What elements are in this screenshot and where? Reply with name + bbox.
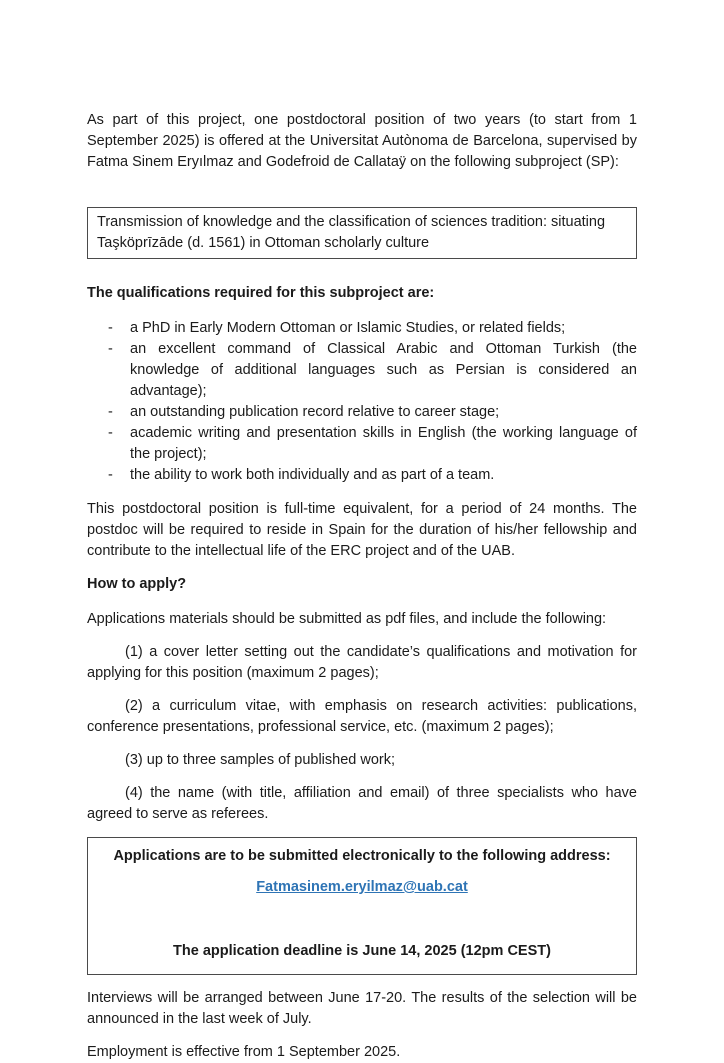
list-item — [87, 465, 637, 486]
list-item — [87, 402, 637, 423]
material-item-2: (2) a curriculum vitae, with emphasis on research activities: publications, conference presentations, professional service, etc. (maximum 2 pages); — [87, 698, 637, 735]
qualification-text: an outstanding publication record relative to career stage; — [130, 404, 500, 420]
list-item — [87, 318, 637, 339]
subproject-title-box — [87, 207, 637, 259]
bullet-dash-marker: - — [108, 467, 113, 483]
qualifications-list — [87, 318, 637, 486]
how-to-apply-heading: How to apply? — [87, 576, 187, 592]
application-email-link[interactable]: Fatmasinem.eryilmaz@uab.cat — [256, 879, 468, 895]
bullet-dash-marker: - — [108, 341, 113, 357]
submission-info-box — [87, 837, 637, 975]
qualification-text: the ability to work both individually and as part of a team. — [130, 467, 495, 483]
qualification-text: an excellent command of Classical Arabic and Ottoman Turkish (the knowledge of additional languages such as Persian is considered an advantage); — [130, 341, 637, 399]
position-details-paragraph: This postdoctoral position is full-time equivalent, for a period of 24 months. The postdoc will be required to reside in Spain for the duration of his/her fellowship and contribute to the intellectual life of the ERC project and of the UAB. — [87, 501, 637, 559]
submission-address-label: Applications are to be submitted electronically to the following address: — [113, 848, 611, 864]
list-item — [87, 339, 637, 402]
email-line — [98, 877, 626, 898]
qualification-text: academic writing and presentation skills in English (the working language of the project); — [130, 425, 637, 462]
list-item — [87, 423, 637, 465]
bullet-dash-marker: - — [108, 425, 113, 441]
intro-paragraph: As part of this project, one postdoctoral position of two years (to start from 1 September 2025) is offered at the Universitat Autònoma de Barcelona, supervised by Fatma Sinem Eryılmaz and Godefroid de Callataÿ on the following subproject (SP): — [87, 112, 637, 170]
qualifications-heading: The qualifications required for this subproject are: — [87, 285, 435, 301]
material-item-4: (4) the name (with title, affiliation and email) of three specialists who have agreed to serve as referees. — [87, 785, 637, 822]
application-deadline-text: The application deadline is June 14, 2025 (12pm CEST) — [173, 943, 551, 959]
materials-intro-paragraph: Applications materials should be submitted as pdf files, and include the following: — [87, 611, 607, 627]
subproject-title-text: Transmission of knowledge and the classification of sciences tradition: situating Taşköprīzāde (d. 1561) in Ottoman scholarly culture — [97, 214, 606, 251]
bullet-dash-marker: - — [108, 404, 113, 420]
qualification-text: a PhD in Early Modern Ottoman or Islamic Studies, or related fields; — [130, 320, 566, 336]
material-item-3: (3) up to three samples of published work; — [125, 752, 395, 768]
material-item-1: (1) a cover letter setting out the candidate’s qualifications and motivation for applying for this position (maximum 2 pages); — [87, 644, 637, 681]
interviews-paragraph: Interviews will be arranged between June 17-20. The results of the selection will be announced in the last week of July. — [87, 990, 637, 1027]
employment-paragraph: Employment is effective from 1 September 2025. — [87, 1044, 401, 1060]
bullet-dash-marker: - — [108, 320, 113, 336]
